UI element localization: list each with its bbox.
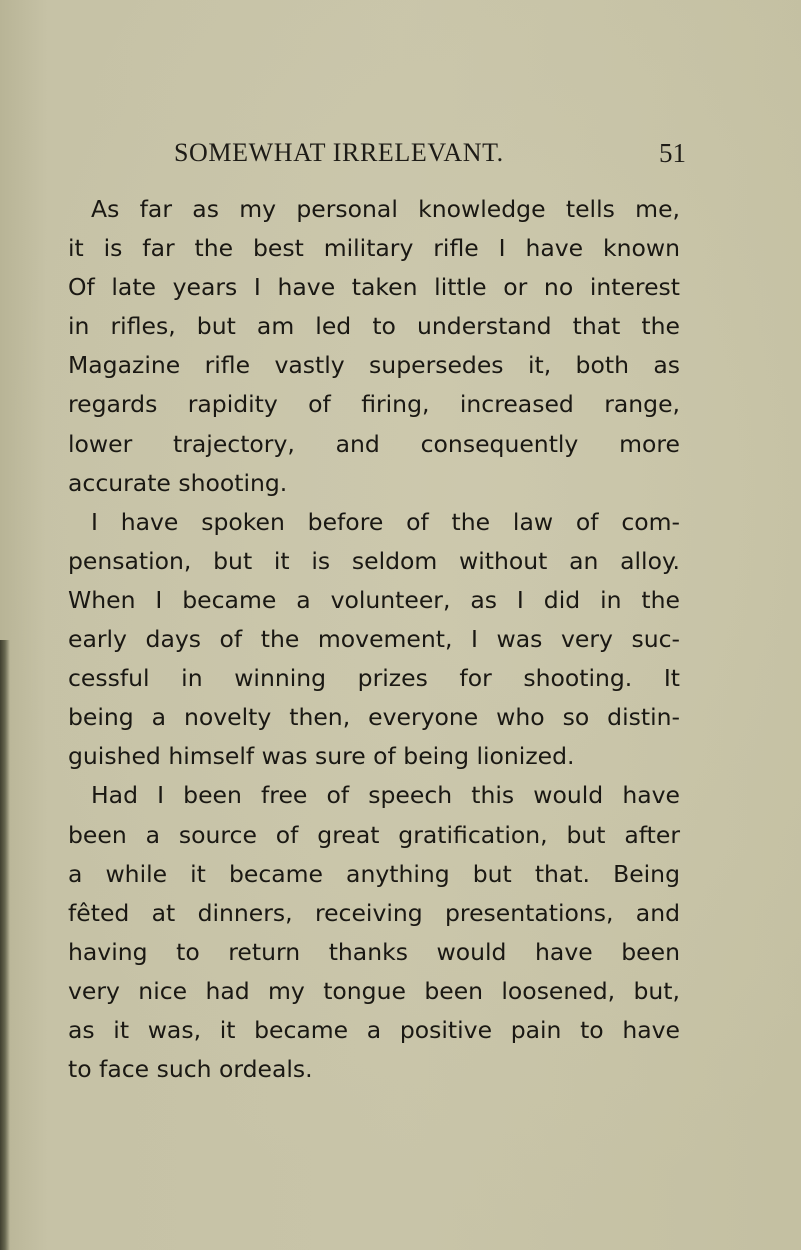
text-line: having to return thanks would have been bbox=[68, 937, 680, 966]
page-gutter-shadow bbox=[0, 640, 10, 1250]
text-line: fêted at dinners, receiving presentations, and bbox=[68, 898, 680, 927]
text-line: to face such ordeals. bbox=[68, 1055, 313, 1084]
text-line: Had I been free of speech this would have bbox=[91, 781, 680, 810]
text-line: cessful in winning prizes for shooting. It bbox=[68, 664, 680, 693]
text-line: very nice had my tongue been loosened, but, bbox=[68, 976, 680, 1005]
text-line: pensation, but it is seldom without an alloy. bbox=[68, 546, 680, 575]
text-line: being a novelty then, everyone who so distin- bbox=[68, 703, 680, 732]
text-line: When I became a volunteer, as I did in the bbox=[68, 585, 680, 614]
text-line: I have spoken before of the law of com- bbox=[91, 507, 680, 536]
text-line: been a source of great gratification, but after bbox=[68, 820, 680, 849]
body-text bbox=[68, 190, 680, 1089]
text-line: lower trajectory, and consequently more bbox=[68, 429, 680, 458]
text-line: it is far the best military rifle I have known bbox=[68, 234, 680, 263]
text-line: As far as my personal knowledge tells me, bbox=[91, 195, 680, 223]
text-line: guished himself was sure of being lionized. bbox=[68, 742, 575, 771]
text-line: Of late years I have taken little or no interest bbox=[68, 273, 680, 302]
text-line: Magazine rifle vastly supersedes it, both as bbox=[68, 351, 680, 380]
text-line: as it was, it became a positive pain to have bbox=[68, 1015, 680, 1044]
text-line: a while it became anything but that. Being bbox=[68, 859, 680, 888]
text-line: accurate shooting. bbox=[68, 468, 288, 497]
page-number: 51 bbox=[659, 138, 686, 168]
text-line: in rifles, but am led to understand that the bbox=[68, 312, 680, 341]
text-line: early days of the movement, I was very suc- bbox=[68, 625, 680, 654]
running-header bbox=[174, 138, 686, 178]
running-title: SOMEWHAT IRRELEVANT. bbox=[174, 138, 504, 167]
text-line: regards rapidity of firing, increased range, bbox=[68, 390, 680, 419]
